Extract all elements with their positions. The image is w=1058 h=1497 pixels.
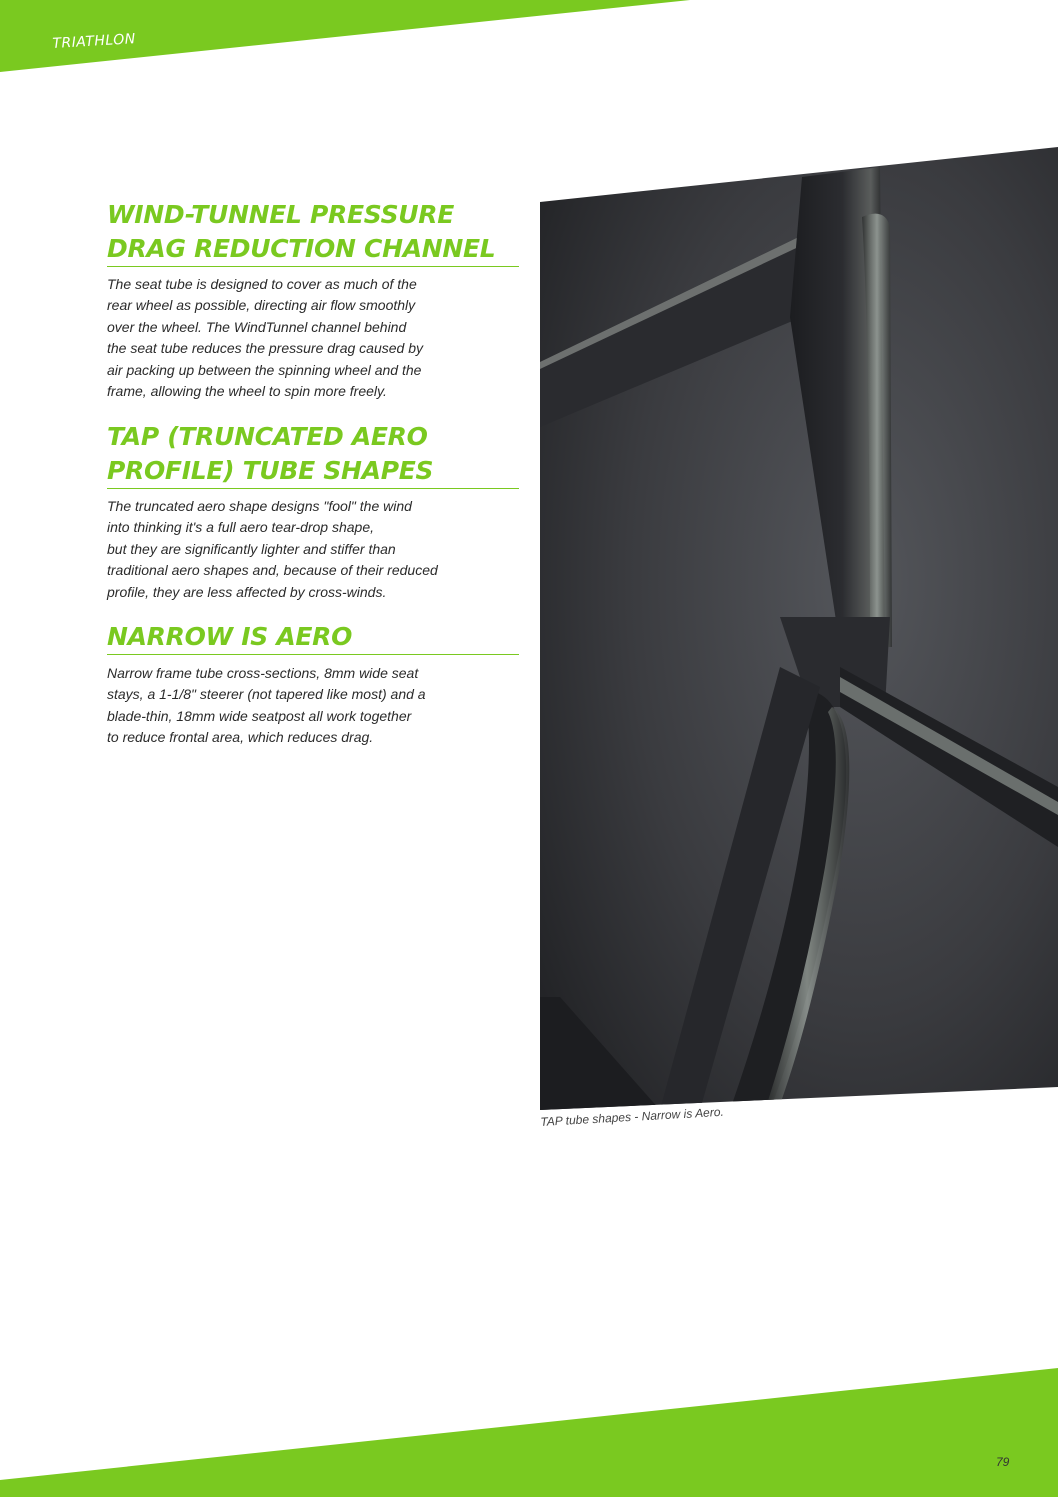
heading-wind-tunnel [107,198,519,267]
text-line: to reduce frontal area, which reduces drag. [107,729,374,746]
text-line: blade-thin, 18mm wide seatpost all work together [107,707,412,724]
section-tag: TRIATHLON [52,31,137,52]
heading-narrow-is-aero [107,620,519,655]
text-line: air packing up between the spinning wheel and the [107,361,422,378]
text-line: profile, they are less affected by cross-winds. [107,583,387,600]
heading-line: NARROW IS AERO [107,622,353,651]
text-line: rear wheel as possible, directing air flow smoothly [107,297,416,314]
text-line: stays, a 1-1/8" steerer (not tapered like most) and a [107,686,426,703]
bottom-accent-band [0,1360,1058,1497]
heading-line: WIND-TUNNEL PRESSURE [107,200,455,229]
text-line: the seat tube reduces the pressure drag caused by [107,340,423,357]
heading-line: DRAG REDUCTION CHANNEL [107,234,496,263]
text-line: traditional aero shapes and, because of their reduced [107,562,438,579]
text-line: into thinking it's a full aero tear-drop shape, [107,519,375,536]
heading-tap-tube [107,420,519,489]
paragraph-tap-tube [107,496,497,603]
photo-caption: TAP tube shapes - Narrow is Aero. [540,1104,725,1129]
text-line: over the wheel. The WindTunnel channel behind [107,318,407,335]
text-line: The truncated aero shape designs "fool" the wind [107,498,412,514]
text-line: Narrow frame tube cross-sections, 8mm wide seat [107,665,419,681]
top-accent-band [0,0,1058,80]
text-line: frame, allowing the wheel to spin more freely. [107,383,387,400]
bike-frame-photo [540,147,1058,1110]
paragraph-wind-tunnel [107,274,497,402]
page-number: 79 [996,1455,1010,1469]
paragraph-narrow-is-aero [107,663,497,749]
heading-line: TAP (TRUNCATED AERO [107,422,428,451]
text-line: The seat tube is designed to cover as much of the [107,276,417,292]
heading-line: PROFILE) TUBE SHAPES [107,456,434,485]
text-line: but they are significantly lighter and stiffer than [107,540,396,557]
